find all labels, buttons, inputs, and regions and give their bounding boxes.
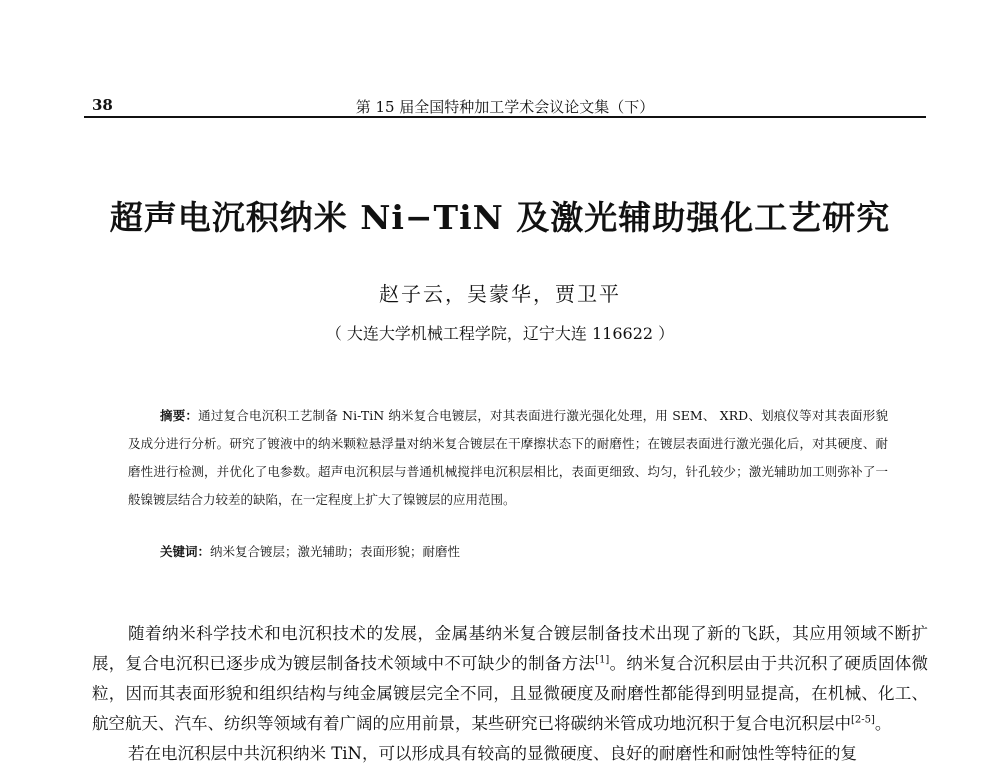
- abstract-text: 通过复合电沉积工艺制备 Ni-TiN 纳米复合电镀层，对其表面进行激光强化处理，用 SEM、 XRD、划痕仪等对其表面形貌及成分进行分析。研究了镀液中的纳米颗粒悬浮量对纳米复合镀层在干摩擦状态下的耐磨性；在镀层表面进行激光强化后，对其硬度、耐磨性进行检测，并优化了电参数。超声电沉积层与普通机械搅拌电沉积层相比，表面更细致、均匀，针孔较少；激光辅助加工则弥补了一般镍镀层结合力较差的缺陷，在一定程度上扩大了镍镀层的应用范围。: [128, 408, 888, 507]
- abstract-label: 摘要：: [160, 408, 199, 423]
- keywords-label: 关键词：: [160, 544, 211, 559]
- running-header: [84, 94, 926, 118]
- authors: 赵子云，吴蒙华，贾卫平: [379, 282, 621, 306]
- paragraph-text: 随着纳米科学技术和电沉积技术的发展，金属基纳米复合镀层制备技术出现了新的飞跃，其应用领域不断扩展，复合电沉积已逐步成为镀层制备技术领域中不可缺少的制备方法: [92, 624, 928, 673]
- paragraph: [92, 619, 928, 739]
- paragraph: 若在电沉积层中共沉积纳米 TiN，可以形成具有较高的显微硬度、良好的耐磨性和耐蚀性等特征的复: [128, 744, 857, 763]
- keywords: [160, 538, 880, 566]
- page-number: 38: [92, 96, 113, 114]
- citation: [2-5]: [851, 714, 875, 726]
- paragraph-text: 。: [874, 714, 892, 733]
- paragraph-text: 。纳米复合沉积层由于共沉积了硬质固体微粒，因而其表面形貌和组织结构与纯金属镀层完全不同，且显微硬度及耐磨性都能得到明显提高，在机械、化工、航空航天、汽车、纺织等领域有着广阔的应用前景，某些研究已将碳纳米管成功地沉积于复合电沉积层中: [92, 654, 929, 733]
- citation: [1]: [595, 654, 610, 666]
- abstract: [128, 402, 888, 514]
- keywords-text: 纳米复合镀层；激光辅助；表面形貌；耐磨性: [210, 544, 461, 559]
- affiliation: （ 大连大学机械工程学院，辽宁大连 116622 ）: [325, 324, 675, 343]
- body-text: [92, 619, 928, 769]
- paper-title: 超声电沉积纳米 Ni−TiN 及激光辅助强化工艺研究: [109, 198, 891, 237]
- header-rule: [84, 116, 926, 118]
- running-title: 第 15 届全国特种加工学术会议论文集（下）: [355, 98, 655, 116]
